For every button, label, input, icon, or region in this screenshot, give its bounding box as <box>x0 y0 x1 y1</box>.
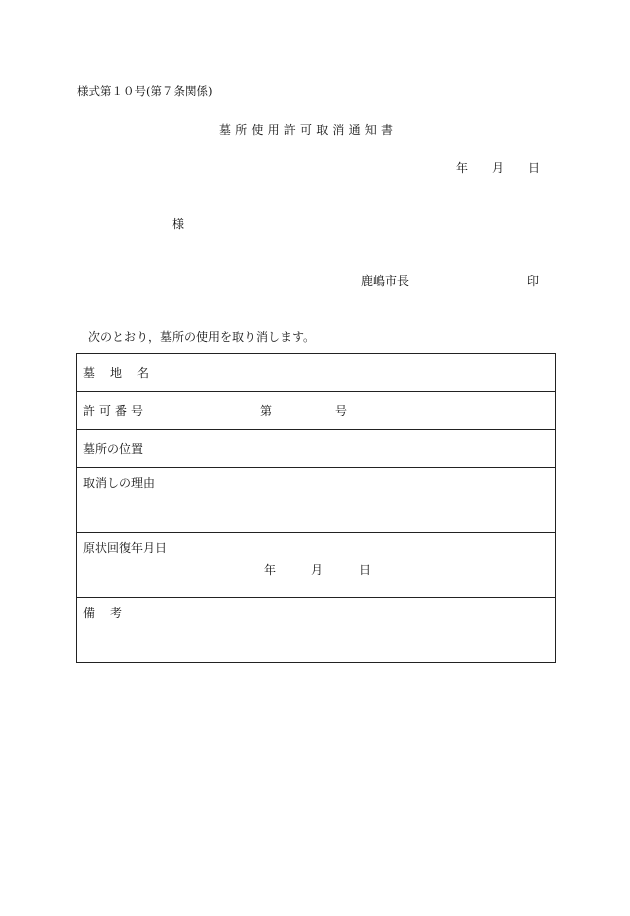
addressee-honorific: 様 <box>172 217 185 231</box>
permit-number-prefix: 第 <box>260 404 273 418</box>
remarks-label: 備考 <box>83 606 138 620</box>
remarks-row <box>77 598 555 662</box>
restore-date-label: 原状回復年月日 <box>83 541 168 555</box>
issuer-title: 鹿嶋市長 <box>361 274 410 288</box>
permit-number-label: 許可番号 <box>83 404 148 418</box>
grave-name-label: 墓地名 <box>83 366 165 380</box>
permit-number-row <box>77 392 555 430</box>
issue-date-month: 月 <box>492 161 505 175</box>
issue-date-year: 年 <box>456 161 469 175</box>
grave-location-row <box>77 430 555 468</box>
grave-location-label: 墓所の位置 <box>83 442 144 456</box>
cancel-reason-label: 取消しの理由 <box>83 476 156 490</box>
restore-date-day: 日 <box>359 563 372 577</box>
issue-date-day: 日 <box>528 161 541 175</box>
document-title: 墓所使用許可取消通知書 <box>219 123 398 137</box>
restore-date-month: 月 <box>311 563 324 577</box>
intro-text: 次のとおり，墓所の使用を取り消します。 <box>88 330 316 344</box>
grave-name-row <box>77 354 555 392</box>
form-table <box>76 353 556 663</box>
form-number: 様式第１０号(第７条関係) <box>77 84 213 98</box>
restore-date-year: 年 <box>264 563 277 577</box>
cancel-reason-row <box>77 468 555 533</box>
restore-date-row <box>77 533 555 598</box>
seal-mark: 印 <box>527 274 540 288</box>
permit-number-suffix: 号 <box>335 404 348 418</box>
